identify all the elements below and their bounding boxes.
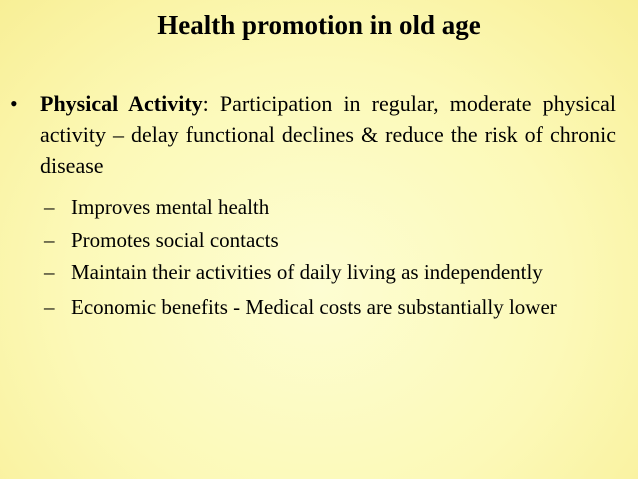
dash-marker: – — [44, 295, 55, 319]
bullet-lead: Physical Activity — [40, 91, 203, 116]
main-bullet — [10, 88, 616, 181]
dash-marker: – — [44, 260, 55, 284]
sub-bullet-item — [40, 292, 616, 323]
sub-bullet-text: Maintain their activities of daily living as independently — [71, 260, 543, 284]
sub-bullet-text: Promotes social contacts — [71, 228, 279, 252]
sub-bullet-item — [40, 257, 616, 288]
bullet-marker: • — [10, 91, 18, 116]
bullet-text: : Participation in regular, moderate physical activity – delay functional declines & reduce the risk of chronic disease — [40, 91, 616, 178]
bullet-body — [40, 88, 616, 181]
sub-bullet-list — [40, 191, 616, 323]
sub-bullet-text: Improves mental health — [71, 195, 270, 219]
slide-title: Health promotion in old age — [157, 10, 481, 40]
dash-marker: – — [44, 195, 55, 219]
sub-bullet-item — [40, 224, 616, 257]
dash-marker: – — [44, 228, 55, 252]
sub-bullet-text: Economic benefits - Medical costs are substantially lower — [71, 295, 557, 319]
sub-bullet-item — [40, 191, 616, 224]
